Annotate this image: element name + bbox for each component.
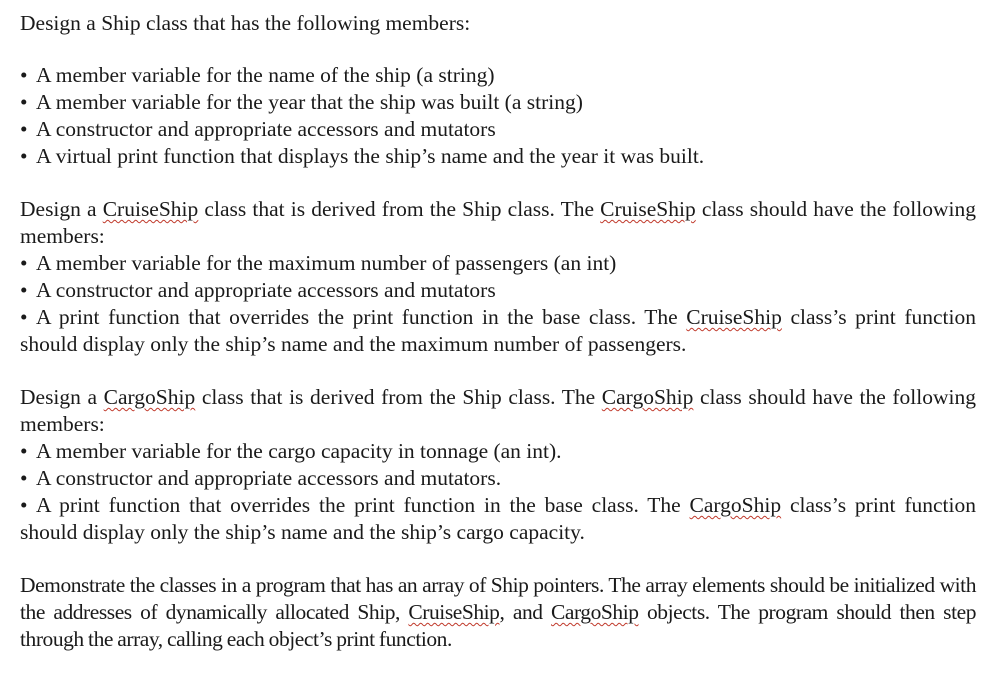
spacer (20, 170, 976, 196)
cruise-intro-text: class should have the following members: (20, 197, 976, 248)
document-page (20, 4, 976, 653)
demo-text: objects. The program should then step through the array, calling each object’s print function. (20, 600, 976, 651)
bullet-icon: • (20, 117, 28, 141)
cargo-member-text: class’s print function should display only the ship’s name and the ship’s cargo capacity. (20, 493, 977, 544)
ship-member-item (20, 89, 976, 116)
cruise-intro-text: class that is derived from the Ship class. The (198, 197, 601, 221)
spacer (20, 358, 976, 384)
cargo-intro-text: class that is derived from the Ship class. The (195, 385, 602, 409)
ship-member-text: A member variable for the year that the ship was built (a string) (36, 90, 583, 114)
ship-member-item (20, 143, 976, 170)
demo-class-name: CargoShip (551, 600, 639, 624)
cargo-member-text: A member variable for the cargo capacity in tonnage (an int). (36, 439, 562, 463)
cargo-member-text: A print function that overrides the print function in the base class. The (36, 493, 690, 517)
bullet-icon: • (20, 305, 28, 329)
cruise-members-list (20, 250, 976, 358)
cargo-class-name: CargoShip (103, 385, 196, 409)
cruise-class-name: CruiseShip (686, 305, 782, 329)
demo-paragraph (20, 572, 976, 653)
bullet-icon: • (20, 251, 28, 275)
cruise-member-text: class’s print function should display only the ship’s name and the maximum number of passengers. (20, 305, 977, 356)
cruise-member-text: A constructor and appropriate accessors and mutators (36, 278, 496, 302)
ship-members-list (20, 62, 976, 170)
cargo-intro-text: class should have the following members: (20, 385, 976, 436)
ship-member-text: A member variable for the name of the ship (a string) (36, 63, 495, 87)
cruise-intro (20, 196, 976, 250)
ship-intro: Design a Ship class that has the following members: (20, 11, 471, 35)
cruise-member-item (20, 250, 976, 277)
cargo-member-text: A constructor and appropriate accessors and mutators. (36, 466, 502, 490)
ship-member-item (20, 116, 976, 143)
bullet-icon: • (20, 439, 28, 463)
cargo-class-name: CargoShip (601, 385, 694, 409)
spacer (20, 546, 976, 572)
bullet-icon: • (20, 466, 28, 490)
cargo-intro-text: Design a (20, 385, 104, 409)
bullet-icon: • (20, 63, 28, 87)
cruise-member-item (20, 304, 976, 358)
cruise-member-item (20, 277, 976, 304)
demo-class-name: CruiseShip (408, 600, 500, 624)
cargo-class-name: CargoShip (689, 493, 782, 517)
cruise-member-text: A member variable for the maximum number of passengers (an int) (36, 251, 617, 275)
cruise-intro-text: Design a (20, 197, 103, 221)
cargo-member-item (20, 465, 976, 492)
cargo-members-list (20, 438, 976, 546)
ship-member-text: A virtual print function that displays the ship’s name and the year it was built. (36, 144, 705, 168)
demo-text: , and (499, 600, 551, 624)
cruise-class-name: CruiseShip (600, 197, 696, 221)
cruise-member-text: A print function that overrides the print function in the base class. The (36, 305, 687, 329)
cargo-member-item (20, 492, 976, 546)
ship-member-text: A constructor and appropriate accessors and mutators (36, 117, 496, 141)
cargo-intro (20, 384, 976, 438)
demo-text: Demonstrate the classes in a program that has an array of Ship pointers. The array elements should be initialized with the addresses of dynamically allocated Ship, (20, 573, 976, 624)
bullet-icon: • (20, 144, 28, 168)
cargo-member-item (20, 438, 976, 465)
bullet-icon: • (20, 90, 28, 114)
bullet-icon: • (20, 493, 28, 517)
spacer (20, 37, 976, 62)
ship-member-item (20, 62, 976, 89)
bullet-icon: • (20, 278, 28, 302)
cruise-class-name: CruiseShip (102, 197, 199, 221)
